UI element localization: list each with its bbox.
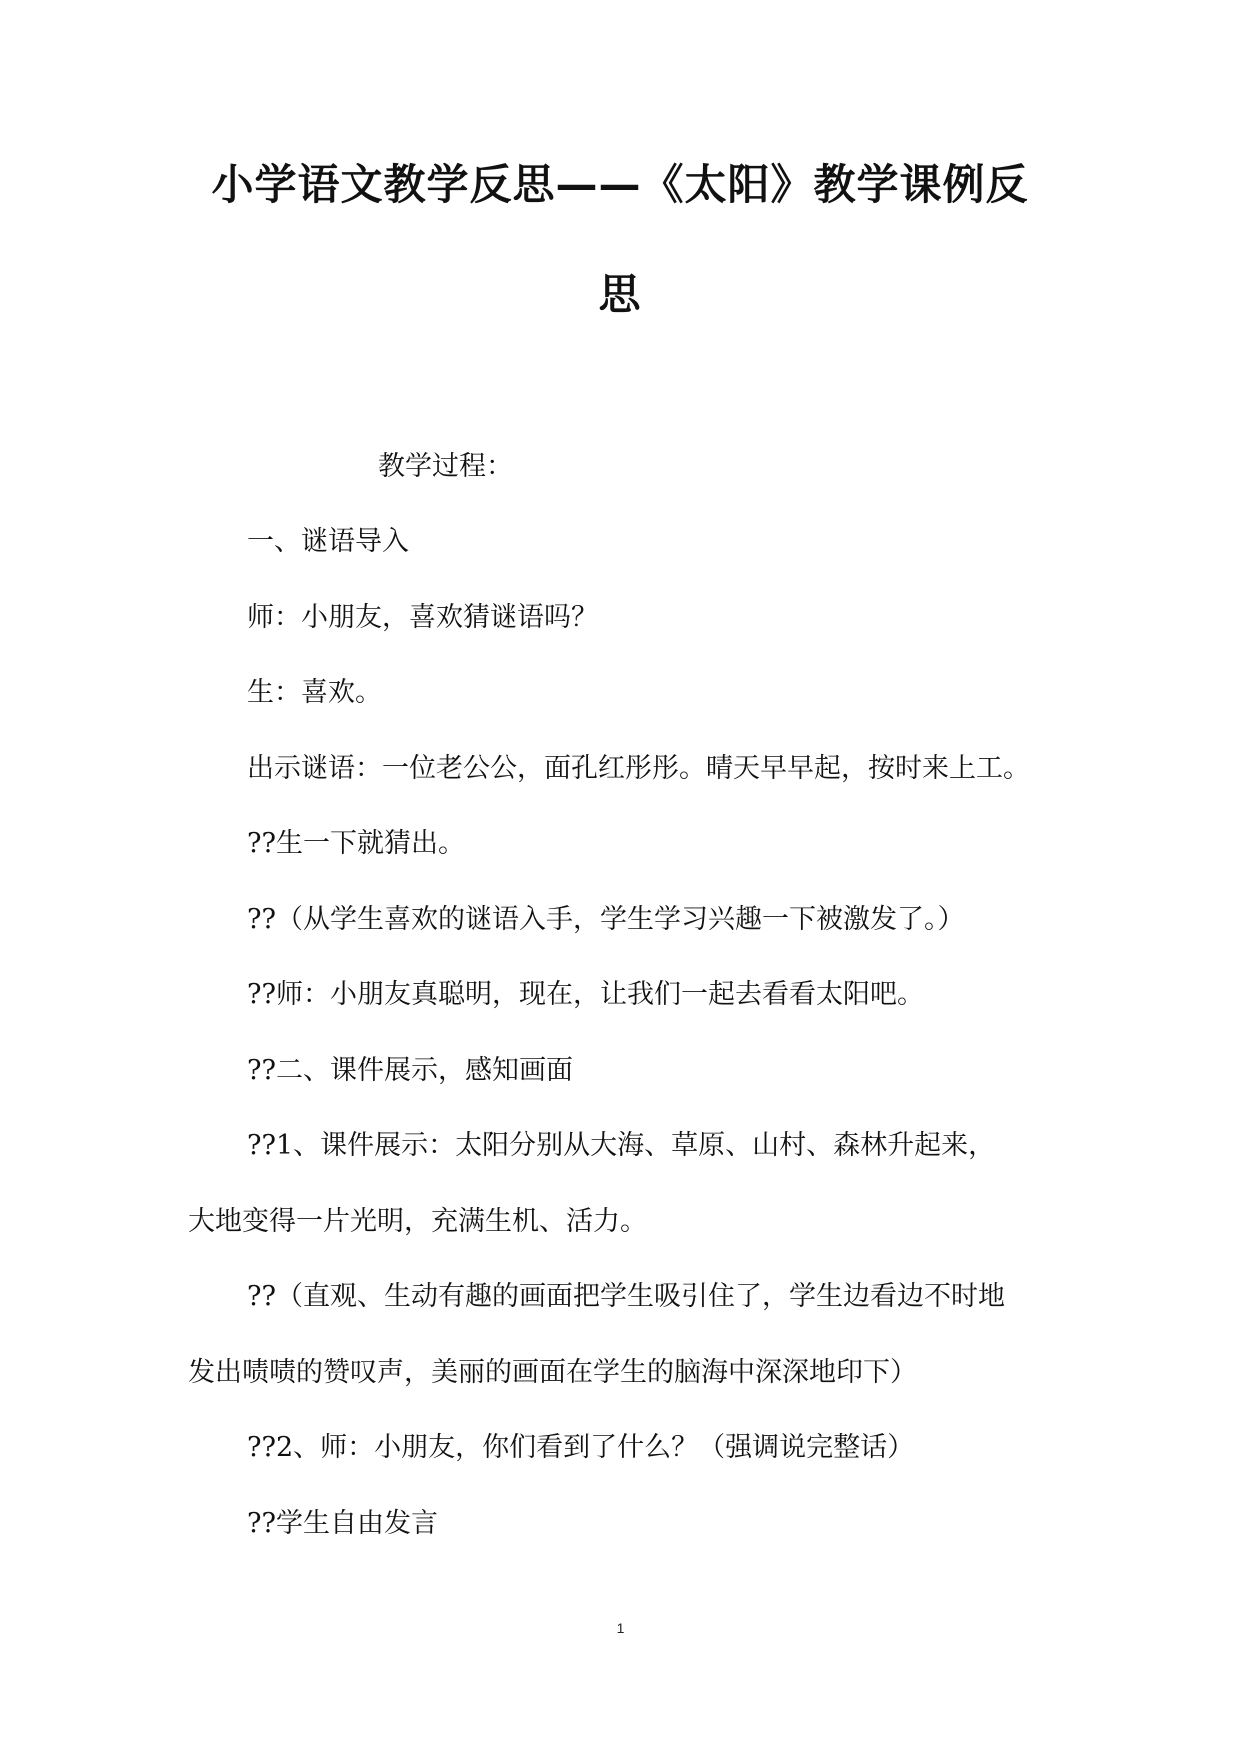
paragraph-note-interest: ??（从学生喜欢的谜语入手，学生学习兴趣一下被激发了。）: [247, 904, 965, 935]
paragraph-section-1-heading: 一、谜语导入: [247, 526, 409, 557]
document-title-line-2: 思: [598, 270, 642, 319]
document-title-line-1: 小学语文教学反思——《太阳》教学课例反: [211, 160, 1029, 209]
paragraph-teacher-question: 师：小朋友，喜欢猜谜语吗？: [247, 602, 598, 633]
paragraph-section-2-heading: ??二、课件展示，感知画面: [247, 1055, 573, 1086]
paragraph-teacher-question-2: ??2、师：小朋友，你们看到了什么？（强调说完整话）: [247, 1432, 915, 1463]
paragraph-teacher-praise: ??师：小朋友真聪明，现在，让我们一起去看看太阳吧。: [247, 979, 924, 1010]
page-number: 1: [616, 1620, 625, 1636]
paragraph-teaching-process: 教学过程：: [378, 451, 513, 482]
paragraph-note-visual-line-2: 发出啧啧的赞叹声，美丽的画面在学生的脑海中深深地印下）: [188, 1357, 917, 1388]
paragraph-note-visual-line-1: ??（直观、生动有趣的画面把学生吸引住了，学生边看边不时地: [247, 1281, 1005, 1312]
paragraph-courseware-line-1: ??1、课件展示：太阳分别从大海、草原、山村、森林升起来，: [247, 1130, 996, 1161]
paragraph-riddle: 出示谜语：一位老公公，面孔红彤彤。晴天早早起，按时来上工。: [247, 753, 1030, 784]
paragraph-student-speech: ??学生自由发言: [247, 1508, 438, 1539]
paragraph-student-guess: ??生一下就猜出。: [247, 828, 465, 859]
paragraph-student-answer: 生：喜欢。: [247, 677, 382, 708]
paragraph-courseware-line-2: 大地变得一片光明，充满生机、活力。: [188, 1206, 647, 1237]
